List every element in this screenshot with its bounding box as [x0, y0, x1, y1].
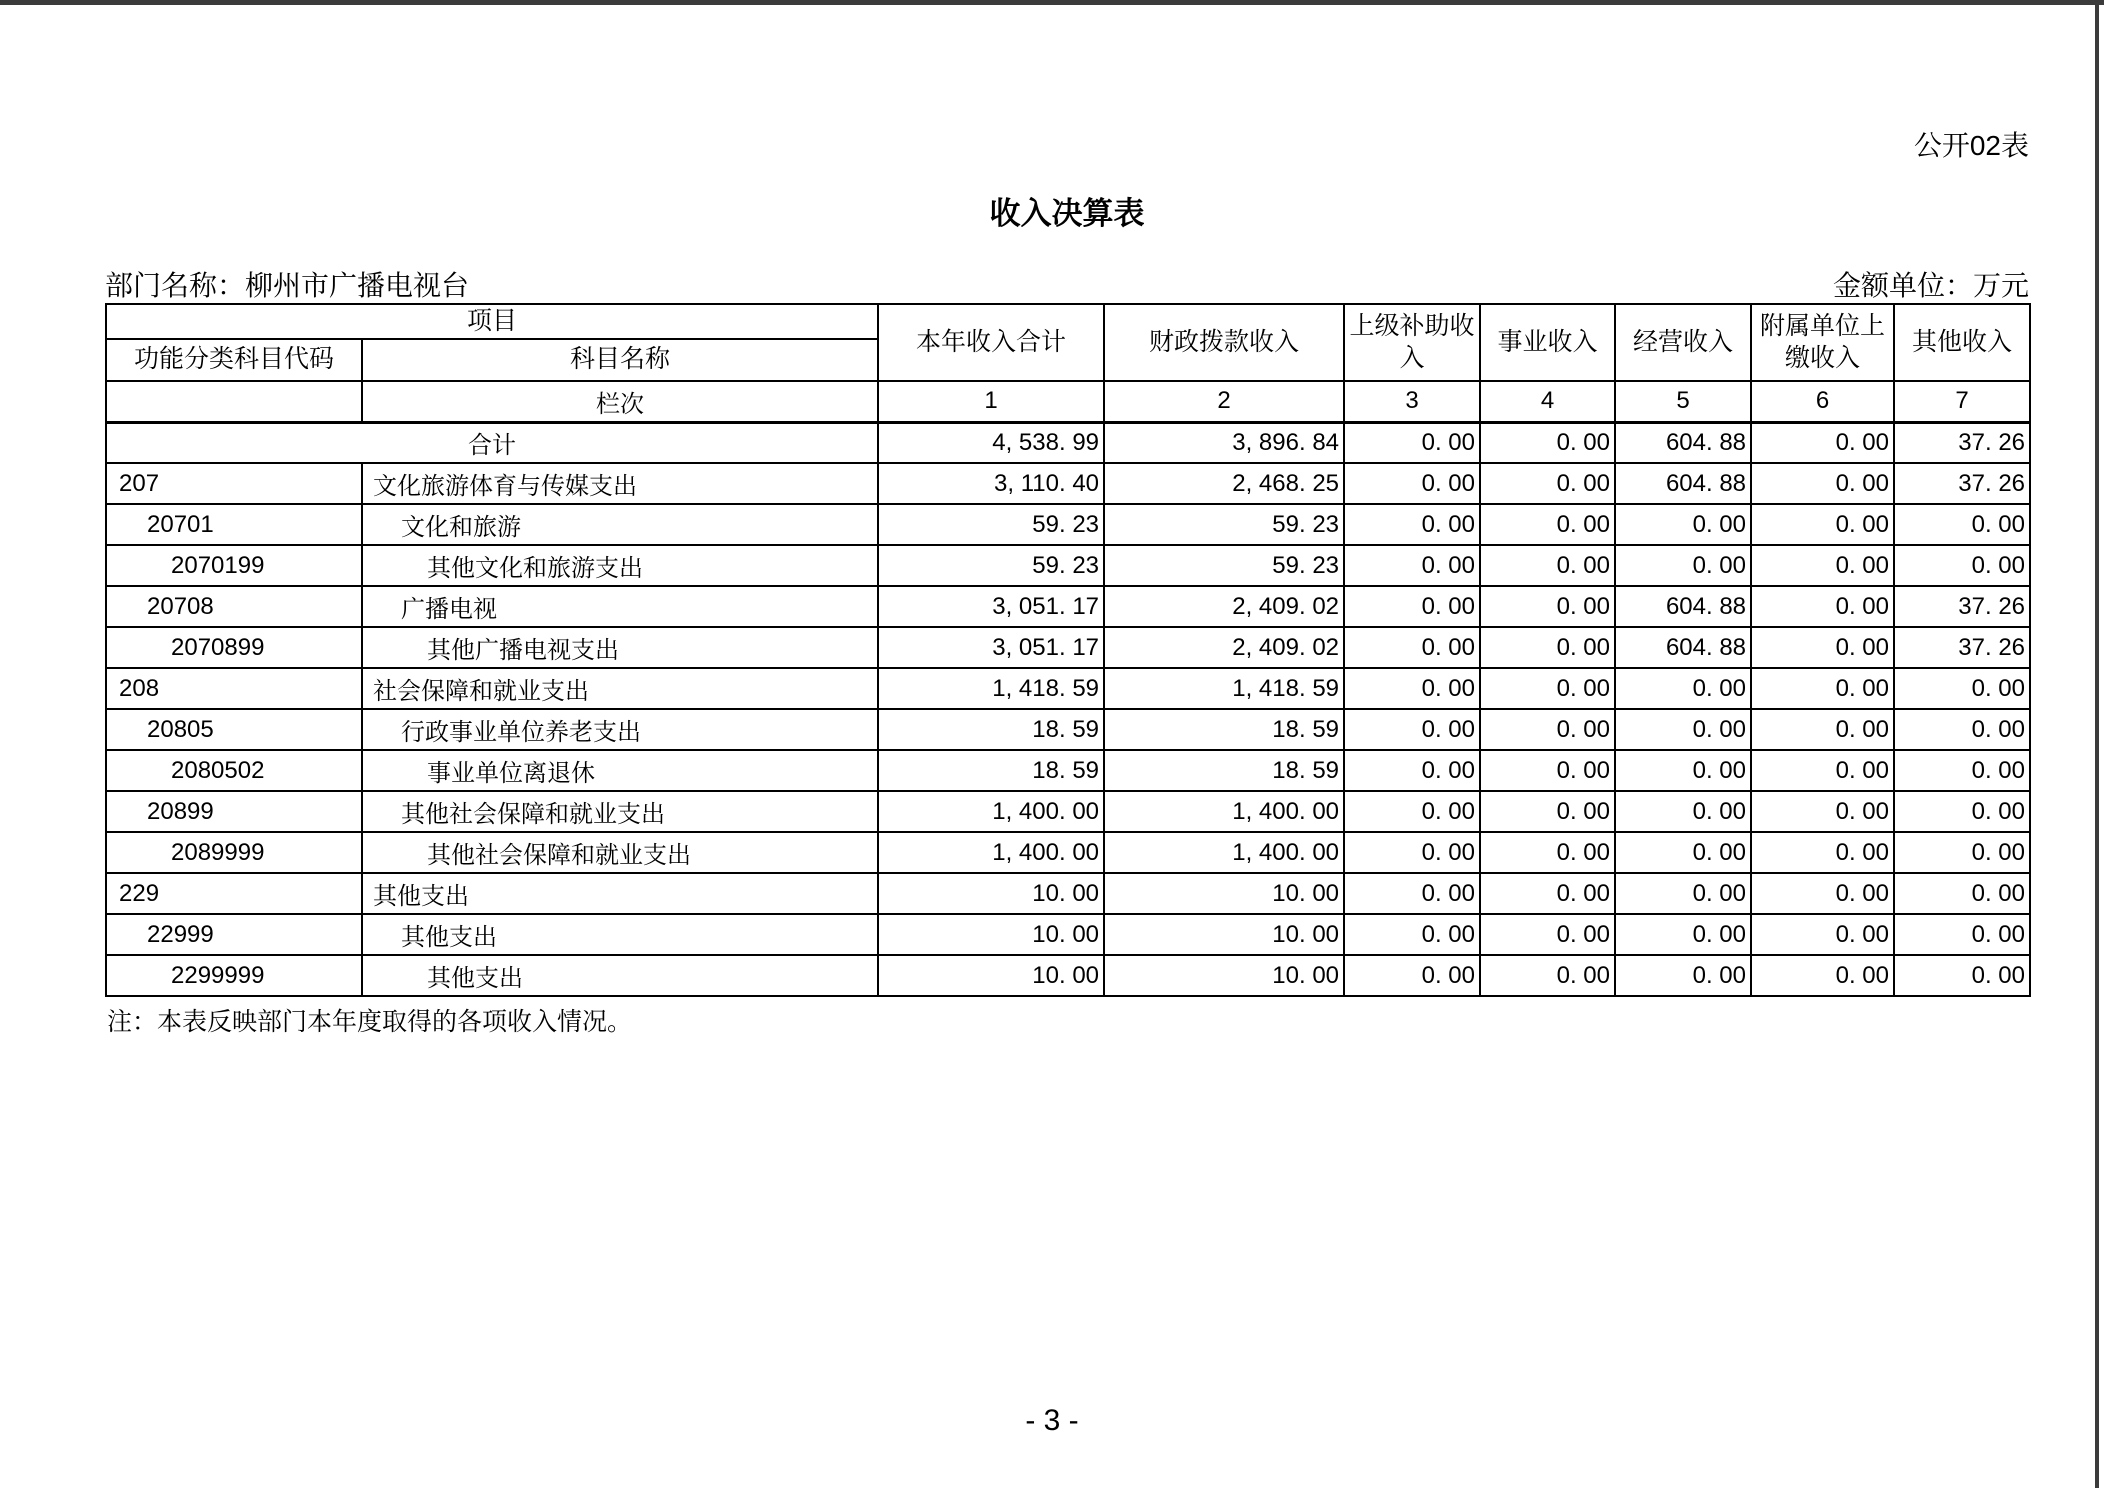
- row-value: 3, 051. 17: [878, 586, 1104, 627]
- col-index-1: 1: [878, 381, 1104, 422]
- row-value: 10. 00: [1104, 955, 1344, 996]
- col-index-5: 5: [1615, 381, 1751, 422]
- row-value: 37. 26: [1894, 586, 2030, 627]
- row-value: 0. 00: [1344, 422, 1480, 463]
- table-note: 注：本表反映部门本年度取得的各项收入情况。: [107, 1008, 633, 1036]
- row-value: 1, 400. 00: [1104, 832, 1344, 873]
- header-fiscal-appropriation: 财政拨款收入: [1104, 304, 1344, 381]
- row-value: 0. 00: [1894, 504, 2030, 545]
- row-value: 59. 23: [878, 545, 1104, 586]
- header-item-group: 项目: [106, 304, 878, 339]
- row-value: 0. 00: [1615, 750, 1751, 791]
- table-meta-row: [105, 264, 2029, 304]
- table-row: [106, 750, 2030, 791]
- row-value: 18. 59: [878, 750, 1104, 791]
- row-value: 0. 00: [1615, 955, 1751, 996]
- row-code: 20701: [106, 504, 362, 545]
- row-value: 0. 00: [1480, 791, 1615, 832]
- header-operating-income: 事业收入: [1480, 304, 1615, 381]
- row-value: 0. 00: [1344, 627, 1480, 668]
- table-row: [106, 914, 2030, 955]
- col-index-4: 4: [1480, 381, 1615, 422]
- row-code: 2080502: [106, 750, 362, 791]
- row-value: 0. 00: [1751, 750, 1894, 791]
- row-value: 3, 110. 40: [878, 463, 1104, 504]
- row-value: 604. 88: [1615, 463, 1751, 504]
- row-value: 0. 00: [1615, 668, 1751, 709]
- row-value: 0. 00: [1480, 750, 1615, 791]
- table-row: [106, 463, 2030, 504]
- row-value: 0. 00: [1615, 873, 1751, 914]
- header-total-income: 本年收入合计: [878, 304, 1104, 381]
- row-value: 0. 00: [1615, 832, 1751, 873]
- row-name: 其他社会保障和就业支出: [362, 832, 878, 873]
- row-value: 0. 00: [1480, 504, 1615, 545]
- row-value: 0. 00: [1344, 914, 1480, 955]
- row-name: 事业单位离退休: [362, 750, 878, 791]
- row-name: 其他支出: [362, 873, 878, 914]
- col-index-6: 6: [1751, 381, 1894, 422]
- row-value: 0. 00: [1751, 504, 1894, 545]
- row-value: 1, 400. 00: [878, 791, 1104, 832]
- page-title: 收入决算表: [989, 196, 1145, 231]
- table-row: [106, 955, 2030, 996]
- row-value: 0. 00: [1894, 955, 2030, 996]
- col-index-2: 2: [1104, 381, 1344, 422]
- row-value: 0. 00: [1344, 832, 1480, 873]
- table-row: [106, 422, 2030, 463]
- row-value: 10. 00: [878, 873, 1104, 914]
- row-value: 0. 00: [1344, 791, 1480, 832]
- table-row: [106, 545, 2030, 586]
- header-superior-subsidy: 上级补助收入: [1344, 304, 1480, 381]
- row-name: 其他社会保障和就业支出: [362, 791, 878, 832]
- row-value: 0. 00: [1751, 873, 1894, 914]
- table-row: [106, 627, 2030, 668]
- unit-label: 金额单位：万元: [1832, 270, 2029, 301]
- row-code: 2070199: [106, 545, 362, 586]
- row-value: 0. 00: [1344, 545, 1480, 586]
- row-value: 0. 00: [1894, 873, 2030, 914]
- income-table: [105, 303, 2031, 997]
- row-code: 20708: [106, 586, 362, 627]
- row-code: 20899: [106, 791, 362, 832]
- row-value: 0. 00: [1751, 791, 1894, 832]
- form-code-label: 公开02表: [1913, 130, 2029, 161]
- header-subordinate-remittance: 附属单位上缴收入: [1751, 304, 1894, 381]
- col-index-7: 7: [1894, 381, 2030, 422]
- header-function-code: 功能分类科目代码: [106, 339, 362, 381]
- row-value: 0. 00: [1751, 955, 1894, 996]
- row-value: 0. 00: [1480, 422, 1615, 463]
- lanci-label: 栏次: [362, 381, 878, 422]
- row-value: 1, 400. 00: [878, 832, 1104, 873]
- row-name: 其他文化和旅游支出: [362, 545, 878, 586]
- page-frame-top: [0, 0, 2104, 5]
- row-value: 0. 00: [1480, 709, 1615, 750]
- row-name: 行政事业单位养老支出: [362, 709, 878, 750]
- row-value: 0. 00: [1480, 873, 1615, 914]
- row-name: 社会保障和就业支出: [362, 668, 878, 709]
- row-value: 2, 409. 02: [1104, 627, 1344, 668]
- row-code: 2070899: [106, 627, 362, 668]
- row-code: 207: [106, 463, 362, 504]
- row-value: 0. 00: [1344, 955, 1480, 996]
- row-code: 20805: [106, 709, 362, 750]
- row-value: 10. 00: [1104, 914, 1344, 955]
- row-value: 37. 26: [1894, 627, 2030, 668]
- row-value: 10. 00: [878, 914, 1104, 955]
- row-value: 0. 00: [1344, 504, 1480, 545]
- row-value: 0. 00: [1480, 463, 1615, 504]
- row-value: 0. 00: [1751, 586, 1894, 627]
- row-value: 0. 00: [1751, 914, 1894, 955]
- table-row: [106, 873, 2030, 914]
- row-value: 0. 00: [1480, 955, 1615, 996]
- row-value: 0. 00: [1751, 422, 1894, 463]
- row-value: 0. 00: [1480, 914, 1615, 955]
- row-value: 2, 409. 02: [1104, 586, 1344, 627]
- column-index-row: [106, 381, 2030, 422]
- row-value: 18. 59: [1104, 709, 1344, 750]
- row-name: 其他支出: [362, 955, 878, 996]
- row-value: 0. 00: [1751, 463, 1894, 504]
- row-code: 2299999: [106, 955, 362, 996]
- col-index-3: 3: [1344, 381, 1480, 422]
- row-value: 0. 00: [1344, 586, 1480, 627]
- table-row: [106, 504, 2030, 545]
- row-value: 0. 00: [1480, 545, 1615, 586]
- page-number: - 3 -: [1025, 1404, 1079, 1437]
- row-value: 10. 00: [878, 955, 1104, 996]
- row-value: 0. 00: [1894, 545, 2030, 586]
- row-value: 0. 00: [1751, 832, 1894, 873]
- income-table-wrapper: [105, 303, 2031, 997]
- row-value: 0. 00: [1480, 668, 1615, 709]
- row-value: 1, 400. 00: [1104, 791, 1344, 832]
- row-value: 0. 00: [1480, 586, 1615, 627]
- row-code: 208: [106, 668, 362, 709]
- table-row: [106, 791, 2030, 832]
- row-value: 59. 23: [1104, 504, 1344, 545]
- row-value: 604. 88: [1615, 422, 1751, 463]
- row-value: 2, 468. 25: [1104, 463, 1344, 504]
- row-value: 1, 418. 59: [878, 668, 1104, 709]
- row-value: 0. 00: [1894, 832, 2030, 873]
- row-value: 18. 59: [878, 709, 1104, 750]
- row-value: 0. 00: [1615, 545, 1751, 586]
- row-value: 0. 00: [1344, 463, 1480, 504]
- row-value: 0. 00: [1615, 791, 1751, 832]
- row-value: 0. 00: [1344, 709, 1480, 750]
- row-value: 37. 26: [1894, 463, 2030, 504]
- table-body: [106, 422, 2030, 996]
- table-row: [106, 668, 2030, 709]
- table-row: [106, 832, 2030, 873]
- row-value: 59. 23: [1104, 545, 1344, 586]
- row-value: 0. 00: [1751, 545, 1894, 586]
- header-business-income: 经营收入: [1615, 304, 1751, 381]
- row-value: 0. 00: [1344, 668, 1480, 709]
- row-value: 0. 00: [1751, 709, 1894, 750]
- row-value: 604. 88: [1615, 586, 1751, 627]
- row-value: 0. 00: [1894, 709, 2030, 750]
- row-value: 0. 00: [1751, 668, 1894, 709]
- table-row: [106, 586, 2030, 627]
- row-value: 604. 88: [1615, 627, 1751, 668]
- row-value: 0. 00: [1894, 668, 2030, 709]
- row-value: 1, 418. 59: [1104, 668, 1344, 709]
- row-value: 0. 00: [1615, 914, 1751, 955]
- row-value: 0. 00: [1480, 627, 1615, 668]
- header-other-income: 其他收入: [1894, 304, 2030, 381]
- row-value: 18. 59: [1104, 750, 1344, 791]
- row-name: 其他广播电视支出: [362, 627, 878, 668]
- row-value: 0. 00: [1615, 709, 1751, 750]
- row-value: 3, 896. 84: [1104, 422, 1344, 463]
- page-frame-right: [2095, 0, 2099, 1488]
- row-code: 229: [106, 873, 362, 914]
- row-value: 10. 00: [1104, 873, 1344, 914]
- table-row: [106, 709, 2030, 750]
- header-row-1: [106, 304, 2030, 339]
- row-value: 4, 538. 99: [878, 422, 1104, 463]
- row-value: 0. 00: [1480, 832, 1615, 873]
- header-subject-name: 科目名称: [362, 339, 878, 381]
- row-value: 0. 00: [1615, 504, 1751, 545]
- row-value: 0. 00: [1344, 750, 1480, 791]
- row-total-label: 合计: [106, 422, 878, 463]
- row-name: 其他支出: [362, 914, 878, 955]
- row-value: 0. 00: [1894, 914, 2030, 955]
- row-code: 22999: [106, 914, 362, 955]
- row-value: 59. 23: [878, 504, 1104, 545]
- row-value: 0. 00: [1894, 750, 2030, 791]
- row-value: 3, 051. 17: [878, 627, 1104, 668]
- department-name-label: 部门名称：柳州市广播电视台: [105, 270, 470, 301]
- row-name: 文化旅游体育与传媒支出: [362, 463, 878, 504]
- blank-cell: [106, 381, 362, 422]
- row-value: 0. 00: [1344, 873, 1480, 914]
- row-code: 2089999: [106, 832, 362, 873]
- row-value: 0. 00: [1751, 627, 1894, 668]
- row-name: 文化和旅游: [362, 504, 878, 545]
- row-name: 广播电视: [362, 586, 878, 627]
- row-value: 37. 26: [1894, 422, 2030, 463]
- row-value: 0. 00: [1894, 791, 2030, 832]
